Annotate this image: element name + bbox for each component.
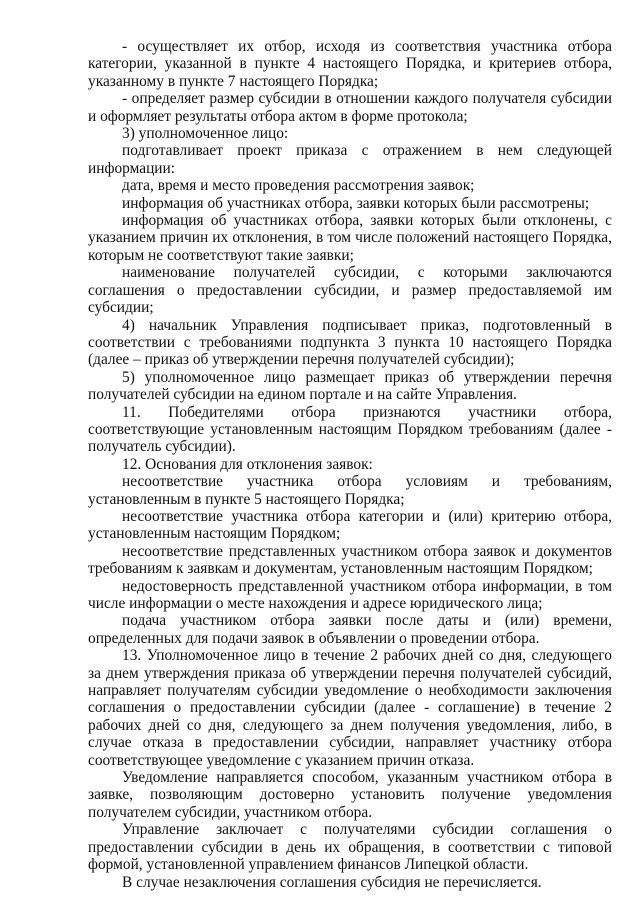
- paragraph-reviewed-participants: информация об участниках отбора, заявки которых были рассмотрены;: [122, 194, 590, 212]
- paragraph-recipients-list: наименование получателей субсидии, с которыми заключаются соглашения о предоставлении субсидии, и размер предоставляемой им субсидии;: [88, 264, 612, 317]
- paragraph-rejection-false-info: недостоверность представленной участником отбора информации, в том числе информации о месте нахождения и адресе юридического лица;: [88, 577, 612, 612]
- paragraph-no-agreement: В случае незаключения соглашения субсидия не перечисляется.: [122, 873, 542, 891]
- document-body: [88, 38, 612, 891]
- paragraph-12-rejection-grounds: 12. Основания для отклонения заявок:: [122, 455, 373, 473]
- paragraph-rejected-participants: информация об участниках отбора, заявки которых были отклонены, с указанием причин их отклонения, в том числе положений настоящего Порядка, которым не соответствуют такие заявки;: [88, 212, 612, 264]
- paragraph-rejection-late-submission: подача участником отбора заявки после даты и (или) времени, определенных для подачи заявок в объявлении о проведении отбора.: [88, 612, 612, 647]
- paragraph-authorized-person: 3) уполномоченное лицо:: [122, 125, 289, 143]
- paragraph-13-notification: 13. Уполномоченное лицо в течение 2 рабочих дней со дня, следующего за днем утверждения приказа об утверждении перечня получателей субсидий, направляет получателям субсидии уведомление о необходимости заключения соглашения о предоставлении субсидии (далее - соглашение) в течение 2 рабочих дней со дня, следующего за днем получения уведомления, либо, в случае отказа в предоставлении субсидии, направляет участнику отбора соответствующее уведомление с указанием причин отказа.: [88, 647, 612, 769]
- paragraph-rejection-conditions: несоответствие участника отбора условиям и требованиям, установленным в пункте 5 настоящего Порядка;: [88, 473, 612, 508]
- paragraph-rejection-category: несоответствие участника отбора категории и (или) критерию отбора, установленным настоящим Порядком;: [88, 507, 612, 543]
- paragraph-head-signs-order: 4) начальник Управления подписывает приказ, подготовленный в соответствии с требованиями подпункта 3 пункта 10 настоящего Порядка (далее – приказ об утверждении перечня получателей субсидии);: [88, 316, 612, 369]
- paragraph-order-publication: 5) уполномоченное лицо размещает приказ об утверждении перечня получателей субсидии на едином портале и на сайте Управления.: [88, 368, 612, 404]
- paragraph-selection-criteria: - осуществляет их отбор, исходя из соответствия участника отбора категории, указанной в пункте 4 настоящего Порядка, и критериев отбора, указанному в пункте 7 настоящего Порядка;: [88, 38, 612, 90]
- paragraph-11-winners: 11. Победителями отбора признаются участники отбора, соответствующие установленным настоящим Порядком требованиям (далее - получатель субсидии).: [88, 403, 612, 456]
- paragraph-rejection-documents: несоответствие представленных участником отбора заявок и документов требованиям к заявкам и документам, установленным настоящим Порядком;: [88, 542, 612, 578]
- paragraph-notification-method: Уведомление направляется способом, указанным участником отбора в заявке, позволяющим достоверно установить получение уведомления получателем субсидии, участником отбора.: [88, 769, 612, 821]
- paragraph-agreement-conclusion: Управление заключает с получателями субсидии соглашения о предоставлении субсидии в день их обращения, в соответствии с типовой формой, установленной управлением финансов Липецкой области.: [88, 821, 612, 874]
- paragraph-draft-order: подготавливает проект приказа с отражением в нем следующей информации:: [88, 142, 612, 177]
- paragraph-subsidy-amount: - определяет размер субсидии в отношении каждого получателя субсидии и оформляет результаты отбора актом в форме протокола;: [88, 90, 612, 125]
- paragraph-date-time-place: дата, время и место проведения рассмотрения заявок;: [122, 177, 475, 195]
